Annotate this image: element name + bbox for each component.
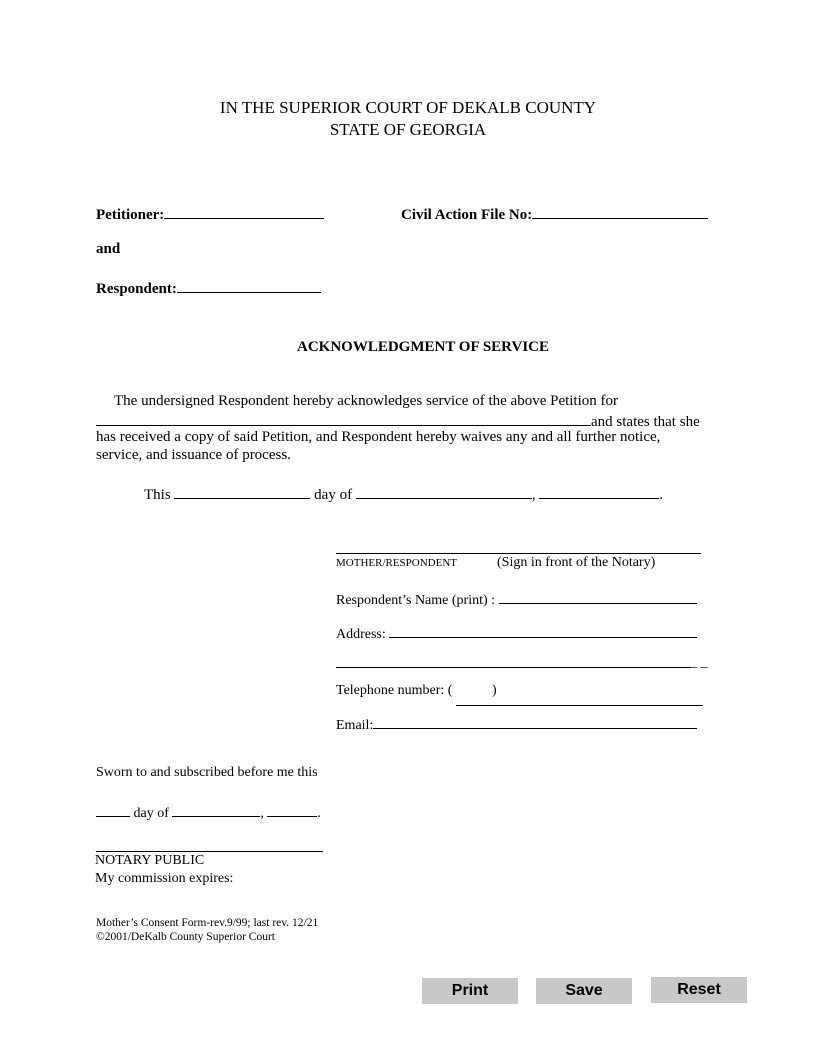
- notary-year-field[interactable]: [267, 802, 317, 817]
- copyright: ©2001/DeKalb County Superior Court: [96, 931, 275, 943]
- telephone-field[interactable]: [456, 705, 703, 706]
- respondent-name-label: Respondent’s Name (print) :: [336, 593, 496, 608]
- civil-action-field[interactable]: [532, 204, 708, 219]
- date-day-field[interactable]: [174, 484, 310, 499]
- notary-month-field[interactable]: [172, 802, 260, 817]
- date-this-label: This: [144, 487, 171, 503]
- print-button[interactable]: Print: [422, 978, 518, 1004]
- and-label: and: [96, 241, 121, 257]
- date-day-of-label: day of: [314, 487, 353, 503]
- notary-day-of-label: day of: [133, 806, 169, 821]
- date-line: [144, 484, 663, 504]
- signature-line[interactable]: [336, 553, 701, 554]
- notary-day-field[interactable]: [96, 802, 130, 817]
- address-field[interactable]: [389, 623, 697, 638]
- address-tail: _ _: [690, 655, 708, 670]
- notary-comma: ,: [260, 806, 264, 821]
- address-line-2[interactable]: [336, 667, 691, 668]
- date-year-field[interactable]: [539, 484, 659, 499]
- email-label: Email:: [336, 718, 374, 733]
- body-line-3: has received a copy of said Petition, and Respondent hereby waives any and all further notice,: [96, 429, 661, 445]
- petitioner-label: Petitioner:: [96, 207, 165, 223]
- date-period: .: [659, 487, 664, 503]
- commission-expires-label: My commission expires:: [95, 871, 234, 886]
- petition-for-field[interactable]: [96, 411, 591, 426]
- respondent-field[interactable]: [177, 278, 321, 293]
- email-row: [336, 714, 697, 734]
- mother-respondent-label: MOTHER/RESPONDENT: [336, 557, 458, 569]
- body-line-2: [96, 411, 700, 431]
- telephone-label: Telephone number: (: [336, 683, 453, 698]
- save-button[interactable]: Save: [536, 978, 632, 1004]
- notary-period: .: [317, 806, 321, 821]
- notary-public-label: NOTARY PUBLIC: [95, 853, 205, 868]
- respondent-name-field[interactable]: [499, 589, 697, 604]
- respondent-label: Respondent:: [96, 281, 177, 297]
- body-line-2-end: and states that she: [591, 414, 700, 430]
- address-row: [336, 623, 697, 643]
- petitioner-field[interactable]: [164, 204, 324, 219]
- form-title: ACKNOWLEDGMENT OF SERVICE: [296, 339, 549, 355]
- date-comma: ,: [531, 487, 536, 503]
- date-month-field[interactable]: [356, 484, 532, 499]
- court-name: IN THE SUPERIOR COURT OF DEKALB COUNTY: [219, 98, 597, 117]
- civil-action-row: [401, 204, 708, 224]
- form-revision: Mother’s Consent Form-rev.9/99; last rev. 12/21: [96, 917, 319, 929]
- petitioner-row: [96, 204, 324, 224]
- sign-note: (Sign in front of the Notary): [497, 555, 656, 570]
- notary-signature-line[interactable]: [96, 851, 323, 852]
- email-field[interactable]: [373, 714, 697, 729]
- state-name: STATE OF GEORGIA: [329, 120, 487, 139]
- sworn-text: Sworn to and subscribed before me this: [96, 765, 318, 780]
- respondent-name-row: [336, 589, 697, 609]
- address-label: Address:: [336, 627, 386, 642]
- respondent-row: [96, 278, 321, 298]
- body-line-1: The undersigned Respondent hereby acknowledges service of the above Petition for: [114, 393, 619, 409]
- telephone-close-paren: ): [492, 683, 497, 698]
- body-line-4: service, and issuance of process.: [96, 447, 291, 463]
- civil-action-label: Civil Action File No:: [401, 207, 533, 223]
- reset-button[interactable]: Reset: [651, 977, 747, 1003]
- notary-date-row: [96, 802, 321, 822]
